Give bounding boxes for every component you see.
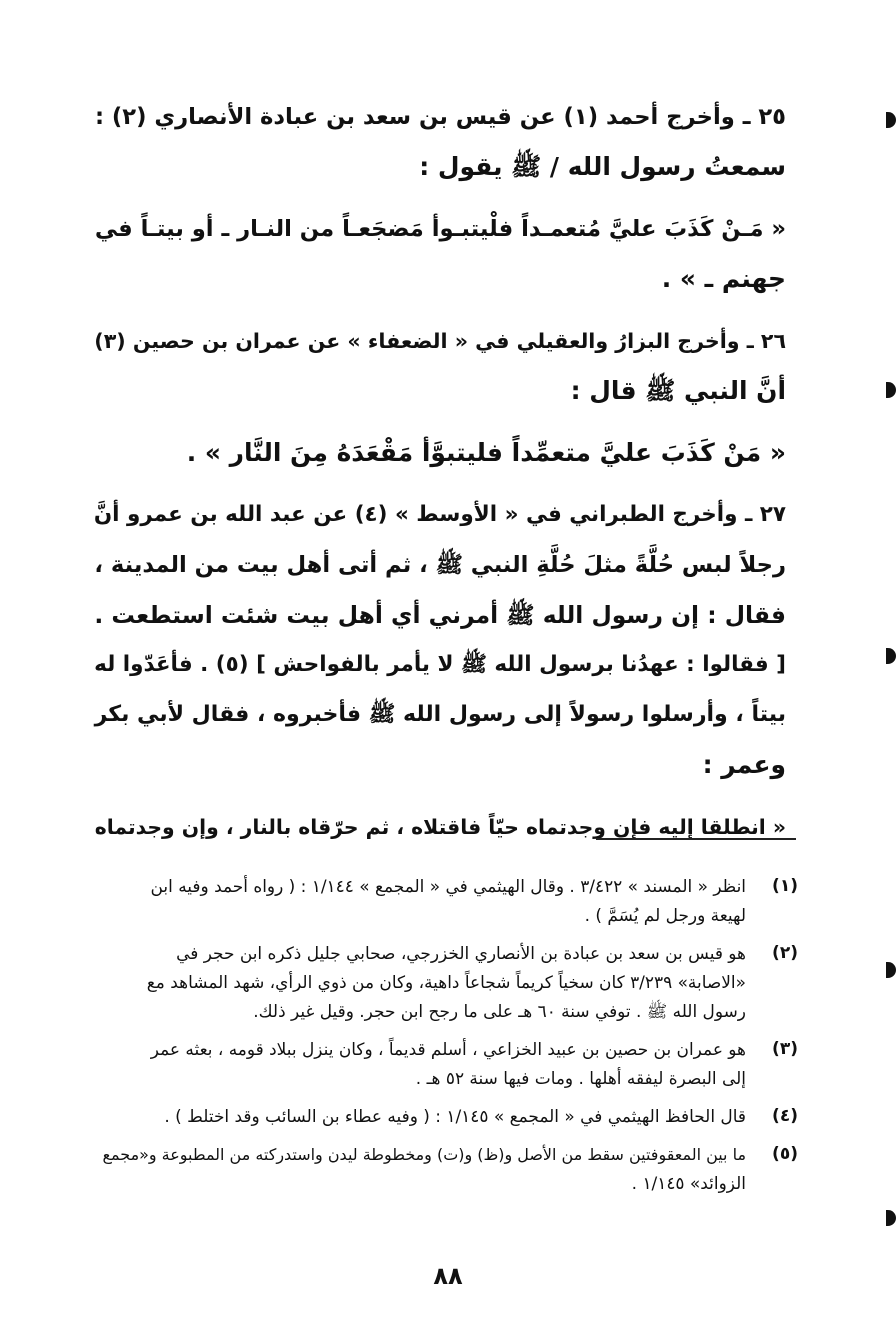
footnote-line: هو عمران بن حصين بن عبيد الخزاعي ، أسلم قديماً ، وكان ينزل ببلاد قومه ، بعثه عمر xyxy=(150,1039,746,1059)
footnote-line: الزوائد» ١/١٤٥ . xyxy=(631,1173,746,1193)
footnote-number: (٥) xyxy=(772,1144,798,1164)
footnote-1 xyxy=(100,872,798,930)
footnote-line: «الاصابة» ٣/٢٣٩ كان سخياً كريماً شجاعاً داهية، وكان من ذوي الرأي، شهد المشاهد مع xyxy=(146,972,746,992)
binding-mark xyxy=(886,112,896,128)
footnote-line: انظر « المسند » ٣/٤٢٢ . وقال الهيثمي في « المجمع » ١/١٤٤ : ( رواه أحمد وفيه ابن xyxy=(150,876,746,896)
binding-mark xyxy=(886,1210,896,1226)
footnote-line: قال الحافظ الهيثمي في « المجمع » ١/١٤٥ : ( وفيه عطاء بن السائب وقد اختلط ) . xyxy=(164,1106,746,1126)
footnote-number: (٣) xyxy=(772,1039,798,1059)
text-line: بيتاً ، وأرسلوا رسولاً إلى رسول الله ﷺ فأخبروه ، فقال لأبي بكر xyxy=(94,702,786,727)
hadith-26-quote xyxy=(92,428,786,478)
hadith-25-intro xyxy=(92,92,786,192)
footnote-line: هو قيس بن سعد بن عبادة بن الأنصاري الخزرجي، صحابي جليل ذكره ابن حجر في xyxy=(176,943,746,963)
text-line: « انطلقا إليه فإن وجدتماه حيّاً فاقتلاه ، ثم حرّقاه بالنار ، وإن وجدتماه xyxy=(94,815,786,839)
text-line: ٢٥ ـ وأخرج أحمد (١) عن قيس بن سعد بن عبادة الأنصاري (٢) : xyxy=(94,104,786,130)
hadith-26-intro xyxy=(92,316,786,416)
text-line: رجلاً لبس حُلَّةً مثلَ حُلَّةِ النبي ﷺ ، ثم أتى أهل بيت من المدينة ، xyxy=(94,552,786,578)
hadith-27-quote xyxy=(92,802,786,852)
footnote-3 xyxy=(100,1035,798,1093)
footnote-number: (٢) xyxy=(772,943,798,963)
footnote-number: (١) xyxy=(772,876,798,896)
binding-mark xyxy=(886,962,896,978)
text-line: أنَّ النبي ﷺ قال : xyxy=(570,376,786,405)
text-line: [ فقالوا : عهدُنا برسول الله ﷺ لا يأمر بالفواحش ] (٥) . فأعَدّوا له xyxy=(94,652,786,677)
text-line: « مَـنْ كَذَبَ عليَّ مُتعمـداً فلْيتبـوأ مَضجَعـاً من النـار ـ أو بيتـاً في xyxy=(94,216,786,242)
text-line: جهنم ـ » . xyxy=(661,264,786,293)
text-line: « مَنْ كَذَبَ عليَّ متعمِّداً فليتبوَّأ مَقْعَدَهُ مِنَ النَّار » . xyxy=(186,438,786,467)
footnotes xyxy=(100,872,798,1207)
footnote-line: لهيعة ورجل لم يُسَمَّ ) . xyxy=(584,905,746,925)
main-text xyxy=(92,92,786,864)
text-line: فقال : إن رسول الله ﷺ أمرني أي أهل بيت شئت استطعت . xyxy=(94,601,786,629)
text-line: ٢٦ ـ وأخرج البزارُ والعقيلي في « الضعفاء » عن عمران بن حصين (٣) xyxy=(94,329,786,353)
hadith-27-intro xyxy=(92,490,786,790)
text-line: سمعتُ رسول الله / ﷺ يقول : xyxy=(419,152,786,181)
footnote-line: رسول الله ﷺ . توفي سنة ٦٠ هـ على ما رجح ابن حجر. وقيل غير ذلك. xyxy=(253,1001,746,1021)
page-number: ٨٨ xyxy=(433,1262,463,1290)
text-line: ٢٧ ـ وأخرج الطبراني في « الأوسط » (٤) عن عبد الله بن عمرو أنَّ xyxy=(93,502,786,527)
binding-mark xyxy=(886,648,896,664)
binding-mark xyxy=(886,382,896,398)
footnote-number: (٤) xyxy=(772,1106,798,1126)
footnote-5 xyxy=(100,1140,798,1198)
footnote-line: إلى البصرة ليفقه أهلها . ومات فيها سنة ٥٢ هـ . xyxy=(415,1068,746,1088)
text-line: وعمر : xyxy=(702,750,786,779)
footnote-2 xyxy=(100,939,798,1026)
footnote-separator xyxy=(596,838,796,840)
footnote-line: ما بين المعقوفتين سقط من الأصل و(ظ) و(ت) ومخطوطة ليدن واستدركته من المطبوعة و«مجمع xyxy=(102,1145,746,1164)
footnote-4 xyxy=(100,1102,798,1131)
hadith-25-quote xyxy=(92,204,786,304)
